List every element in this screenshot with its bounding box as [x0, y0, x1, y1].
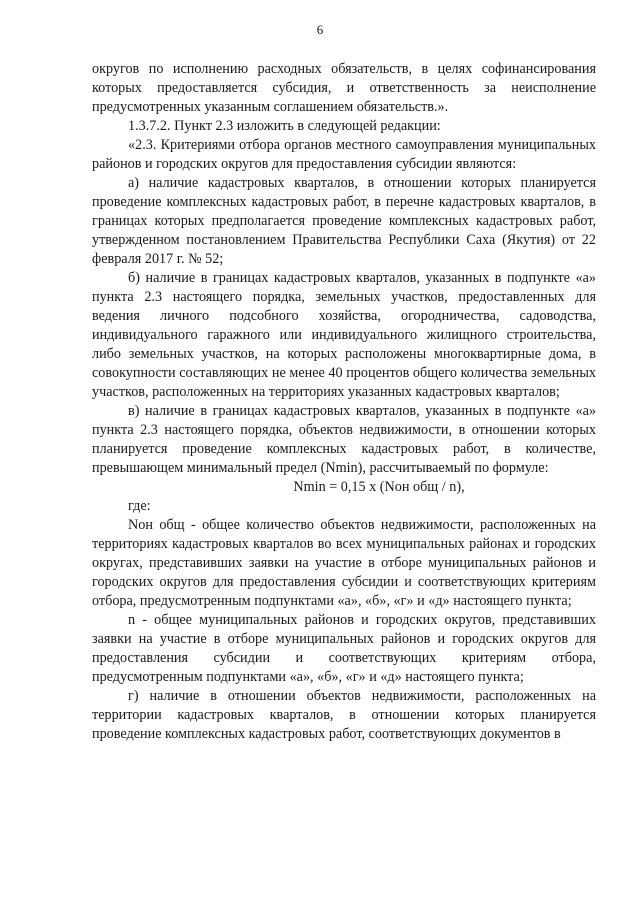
paragraph-criterion-b: б) наличие в границах кадастровых кварталов, указанных в подпункте «а» пункта 2.3 настоящего порядка, земельных участков, предоставленных для ведения личного подсобного хозяйства, огородничества, садоводства, индивидуального гаражного или индивидуального жилищного строительства, либо земельных участков, на которых расположены многоквартирные дома, в совокупности составляющих не менее 40 процентов общего количества земельных участков, расположенных на территориях указанных кадастровых кварталов; — [92, 270, 596, 400]
document-body — [92, 60, 596, 744]
paragraph-definition-n: n - общее муниципальных районов и городских округов, представивших заявки на участие в отборе муниципальных районов и городских округов для предоставления субсидии и соответствующих критериям отбора, предусмотренным подпунктами «а», «б», «г» и «д» настоящего пункта; — [92, 612, 596, 685]
paragraph-definition-non: Nон общ - общее количество объектов недвижимости, расположенных на территориях кадастровых кварталов во всех муниципальных районах и городских округах, представивших заявки на участие в отборе муниципальных районов и городских округов для предоставления субсидии и соответствующих критериям отбора, предусмотренным подпунктами «а», «б», «г» и «д» настоящего пункта; — [92, 517, 596, 609]
paragraph-criteria-intro: «2.3. Критериями отбора органов местного самоуправления муниципальных районов и городских округов для предоставления субсидии являются: — [92, 137, 596, 172]
paragraph-criterion-g: г) наличие в отношении объектов недвижимости, расположенных на территории кадастровых кварталов, в отношении которых планируется проведение комплексных кадастровых работ, соответствующих документов в — [92, 688, 596, 742]
paragraph-where: где: — [128, 498, 151, 514]
paragraph-criterion-a: а) наличие кадастровых кварталов, в отношении которых планируется проведение комплексных кадастровых работ, в перечне кадастровых кварталов, в границах которых предполагается проведение комплексных кадастровых работ, утвержденном постановлением Правительства Республики Саха (Якутия) от 22 февраля 2017 г. № 52; — [92, 175, 596, 267]
paragraph-continuation: округов по исполнению расходных обязательств, в целях софинансирования которых предоставляется субсидия, и ответственность за неисполнение предусмотренных указанным соглашением обязательств.». — [92, 61, 596, 115]
paragraph-amendment-heading: 1.3.7.2. Пункт 2.3 изложить в следующей редакции: — [128, 118, 441, 134]
page-number: 6 — [316, 22, 324, 37]
paragraph-criterion-v: в) наличие в границах кадастровых кварталов, указанных в подпункте «а» пункта 2.3 настоящего порядка, объектов недвижимости, в отношении которых планируется проведение комплексных кадастровых работ, в количестве, превышающем минимальный предел (Nmin), рассчитываемый по формуле: — [92, 403, 596, 476]
formula-nmin: Nmin = 0,15 x (Nон общ / n), — [293, 479, 465, 495]
